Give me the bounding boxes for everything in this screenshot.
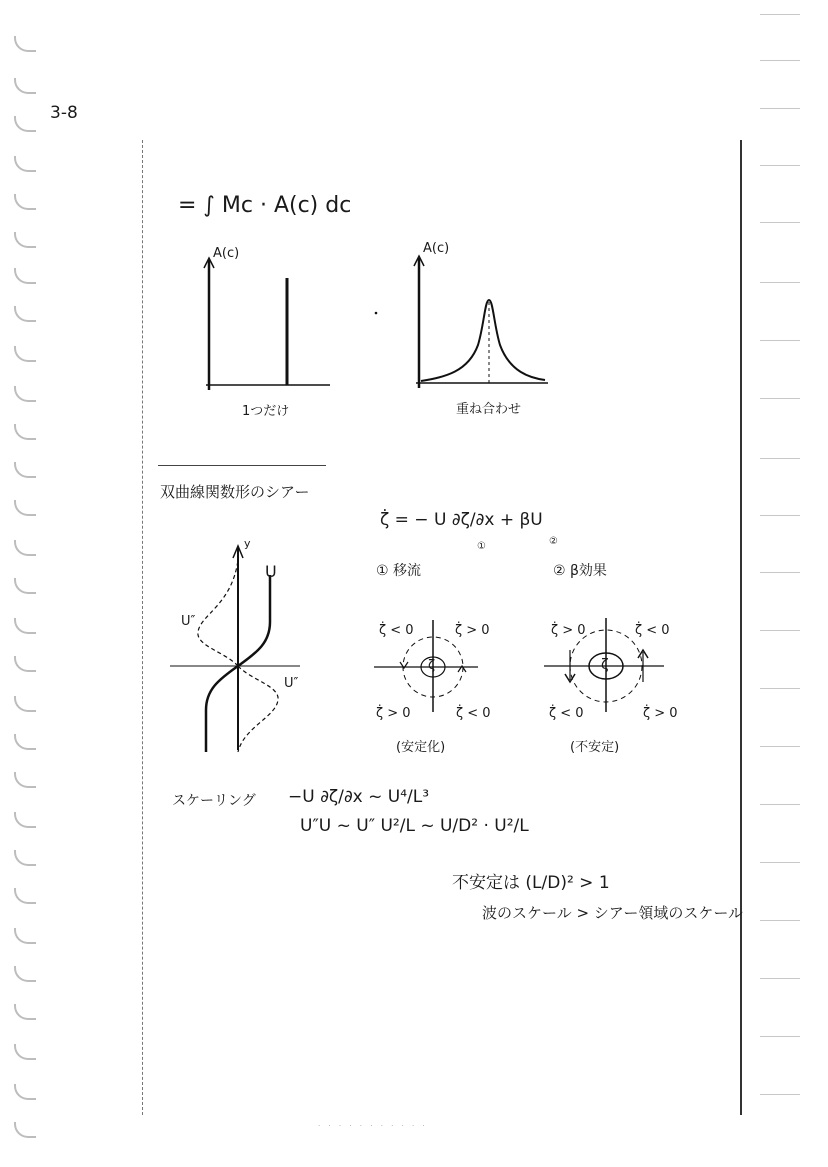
curvature-upper-label: U″	[181, 614, 196, 629]
footer-marks: · · · · · · · · · · ·	[318, 1122, 428, 1130]
ineq-top-right: ζ̇ > 0	[455, 623, 490, 638]
ineq-bottom-right: ζ̇ < 0	[456, 706, 491, 721]
unstab-center-label: ζ	[601, 657, 609, 673]
graph-right-caption: 重ね合わせ	[456, 402, 522, 417]
graph-left-y-label: A(c)	[213, 246, 240, 261]
ineq-bottom-left: ζ̇ > 0	[376, 706, 411, 721]
scaling-line-1: −U ∂ζ/∂x ~ U⁴/L³	[288, 787, 430, 807]
graph-single-wave	[204, 258, 330, 390]
curvature-lower-curve	[238, 666, 278, 752]
graph-superposition	[414, 256, 548, 388]
stab-center-label: ζ	[428, 658, 436, 673]
section-heading: 双曲線関数形のシアー	[160, 483, 310, 501]
curvature-lower-label: U″	[284, 676, 299, 691]
profile-y-label: y	[244, 537, 251, 550]
ineq-bottom-left: ζ̇ < 0	[549, 706, 584, 721]
stabilizing-caption: (安定化)	[396, 740, 446, 755]
term-number: ②	[549, 536, 558, 547]
page-number: 3-8	[50, 103, 78, 123]
ineq-top-left: ζ̇ < 0	[379, 623, 414, 638]
ineq-bottom-right: ζ̇ > 0	[643, 706, 678, 721]
section-divider	[158, 465, 326, 466]
ineq-top-right: ζ̇ < 0	[635, 623, 670, 638]
destabilizing-caption: (不安定)	[570, 740, 620, 755]
term-label-beta: ② β効果	[553, 563, 607, 579]
scaling-line-2: U″U ~ U″ U²/L ~ U/D² · U²/L	[300, 816, 529, 836]
term-number: ①	[477, 541, 486, 552]
peak-curve	[421, 300, 545, 381]
ineq-top-left: ζ̇ > 0	[551, 623, 586, 638]
term-label-advection: ① 移流	[376, 563, 422, 579]
profile-u-label: U	[265, 562, 277, 581]
dot-mark	[375, 312, 378, 315]
vorticity-equation: ζ̇ = − U ∂ζ/∂x + βU	[380, 510, 543, 530]
graph-right-y-label: A(c)	[423, 241, 450, 256]
graph-left-caption: 1つだけ	[242, 404, 290, 419]
integral-equation: = ∫ Mc · A(c) dc	[178, 193, 352, 218]
shear-profile-diagram	[170, 546, 300, 752]
scaling-label: スケーリング	[172, 793, 256, 809]
curvature-upper-curve	[198, 560, 238, 666]
instability-interpretation: 波のスケール > シアー領域のスケール	[482, 904, 744, 922]
instability-condition: 不安定は (L/D)² > 1	[452, 873, 610, 893]
